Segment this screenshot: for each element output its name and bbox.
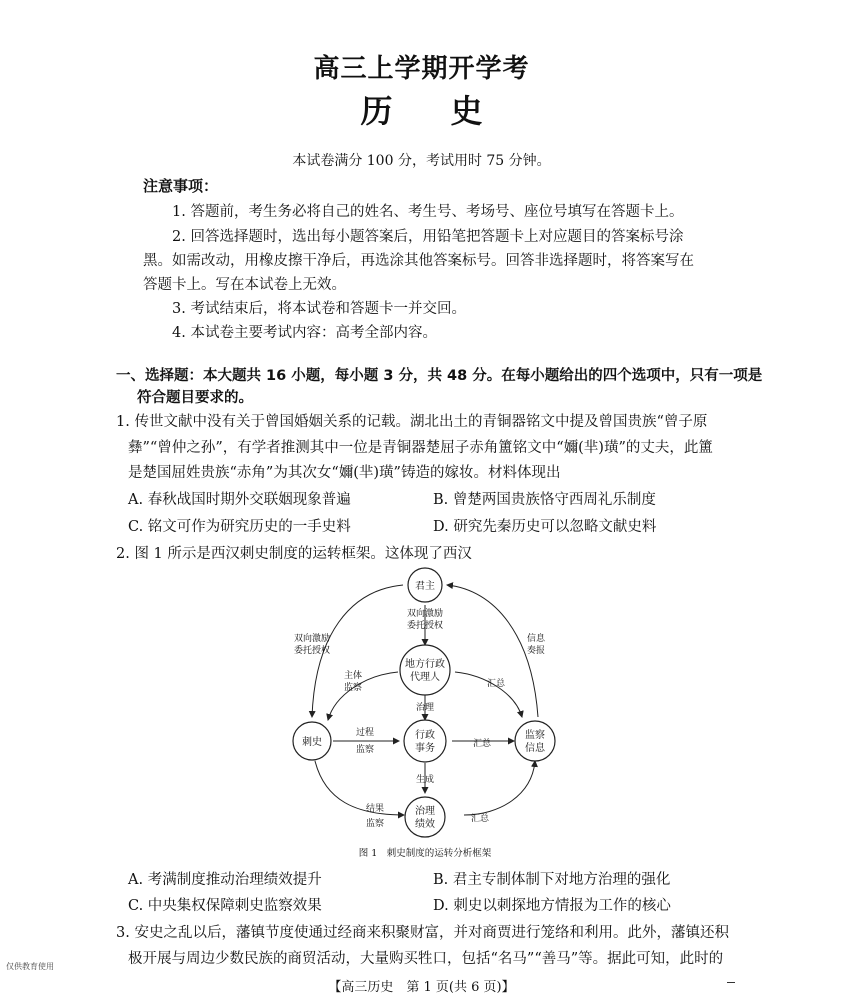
edge-label: 双向激励 [293, 634, 331, 644]
edge-label: 委托授权 [293, 646, 331, 656]
note-line: 2. 回答选择题时，选出每小题答案后，用铅笔把答题卡上对应题目的答案标号涂 [172, 229, 684, 245]
node-affairs [404, 720, 446, 762]
arrow-performance-to-info [464, 761, 535, 815]
q2-option-b[interactable]: B. 君主专制体制下对地方治理的强化 [433, 872, 671, 888]
node-agent-label: 地方行政 [405, 659, 445, 670]
edge-label: 监察 [365, 819, 385, 829]
edge-label: 过程 [355, 728, 375, 738]
node-performance-label: 治理 [415, 806, 435, 817]
q2-option-c[interactable]: C. 中央集权保障刺史监察效果 [128, 898, 322, 914]
cishi-framework-diagram [270, 565, 580, 865]
subject-char-a: 历 [360, 92, 393, 130]
node-agent [400, 645, 450, 695]
edge-label: 主体 [343, 671, 363, 681]
node-monarch-label: 君主 [415, 581, 435, 592]
note-line: 3. 考试结束后，将本试卷和答题卡一并交回。 [172, 301, 466, 317]
edge-label: 汇总 [486, 679, 506, 689]
page-footer: 【高三历史 第 1 页(共 6 页)】 [328, 980, 515, 995]
edge-label: 双向激励 [406, 609, 444, 619]
question-1-line: 1. 传世文献中没有关于曾国婚姻关系的记载。湖北出土的青铜器铭文中提及曾国贵族“曾子原 [116, 414, 708, 430]
section-heading: 一、选择题：本大题共 16 小题，每小题 3 分，共 48 分。在每小题给出的四个选项中，只有一项是 [116, 368, 763, 384]
subject-title [0, 86, 843, 132]
side-note: 仅供教育使用 [6, 962, 54, 971]
q2-option-d[interactable]: D. 刺史以刺探地方情报为工作的核心 [433, 898, 671, 914]
arrow-agent-to-cishi [328, 672, 398, 720]
note-line: 4. 本试卷主要考试内容：高考全部内容。 [172, 325, 437, 341]
note-line: 答题卡上。写在本试卷上无效。 [143, 277, 346, 293]
q1-option-b[interactable]: B. 曾楚两国贵族恪守西周礼乐制度 [433, 492, 656, 508]
node-agent-label: 代理人 [410, 672, 440, 683]
q1-option-c[interactable]: C. 铭文可作为研究历史的一手史料 [128, 519, 351, 535]
edge-label: 汇总 [472, 739, 492, 749]
exam-intro: 本试卷满分 100 分，考试用时 75 分钟。 [292, 153, 551, 169]
node-affairs-label: 行政 [415, 730, 435, 741]
section-heading-cont: 符合题目要求的。 [137, 390, 253, 406]
edge-label: 信息 [526, 634, 546, 644]
edge-label: 汇总 [470, 814, 490, 824]
edge-label: 奏报 [526, 646, 546, 656]
diagram-caption: 图 1 刺史制度的运转分析框架 [358, 848, 492, 859]
footer-dash [727, 982, 735, 983]
edge-label: 监察 [343, 683, 363, 693]
notes-heading: 注意事项： [143, 177, 219, 195]
node-performance [405, 797, 445, 837]
q2-option-a[interactable]: A. 考满制度推动治理绩效提升 [128, 872, 322, 888]
edge-label: 治理 [415, 703, 435, 713]
edge-label: 生成 [415, 775, 435, 785]
q1-option-a[interactable]: A. 春秋战国时期外交联姻现象普遍 [128, 492, 351, 508]
node-info-label: 监察 [525, 730, 545, 741]
subject-char-b: 史 [450, 92, 483, 130]
node-info-label: 信息 [525, 743, 545, 754]
node-performance-label: 绩效 [415, 819, 435, 830]
question-3-line: 极开展与周边少数民族的商贸活动，大量购买牲口，包括“名马”“善马”等。据此可知，此时的 [128, 951, 724, 967]
node-affairs-label: 事务 [415, 743, 435, 754]
question-1-line: 是楚国屈姓贵族“赤角”为其次女“嬭(芈)璜”铸造的嫁妆。材料体现出 [128, 465, 561, 481]
question-3-line: 3. 安史之乱以后，藩镇节度使通过经商来积聚财富，并对商贾进行笼络和利用。此外，藩镇还积 [116, 925, 729, 941]
note-line: 1. 答题前，考生务必将自己的姓名、考生号、考场号、座位号填写在答题卡上。 [172, 204, 684, 220]
arrow-cishi-to-performance [315, 761, 404, 815]
exam-title: 高三上学期开学考 [313, 54, 530, 84]
edge-label: 监察 [355, 745, 375, 755]
node-cishi-label: 刺史 [302, 737, 322, 748]
edge-label: 结果 [365, 804, 385, 814]
q1-option-d[interactable]: D. 研究先秦历史可以忽略文献史料 [433, 519, 657, 535]
edge-label: 委托授权 [406, 621, 444, 631]
arrow-info-to-monarch [447, 585, 538, 717]
question-1-line: 彝”“曾仲之孙”，有学者推测其中一位是青铜器楚屈子赤角簠铭文中“嬭(芈)璜”的丈夫，此簠 [128, 440, 713, 456]
note-line: 黑。如需改动，用橡皮擦干净后，再选涂其他答案标号。回答非选择题时，将答案写在 [143, 253, 694, 269]
node-info [515, 721, 555, 761]
question-2-stem: 2. 图 1 所示是西汉刺史制度的运转框架。这体现了西汉 [116, 546, 472, 562]
